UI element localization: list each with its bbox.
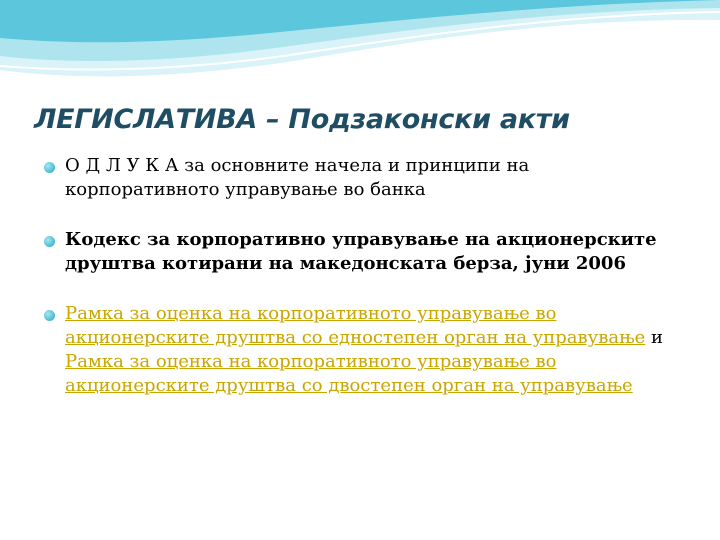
- bullet-text: Кодекс за корпоративно управување на акционерските друштва котирани на македонската берза, јуни 2006: [65, 229, 657, 274]
- one-tier-framework-link[interactable]: Рамка за оценка на корпоративното управување во акционерските друштва со едностепен орган на управување: [65, 303, 646, 348]
- bullet-list: [44, 154, 684, 398]
- bullet-dot-icon: [44, 162, 55, 173]
- bullet-dot-icon: [44, 310, 55, 321]
- link-joiner-text: и: [645, 327, 663, 348]
- slide-title: ЛЕГИСЛАТИВА – Подзаконски акти: [34, 104, 570, 135]
- list-item: [44, 228, 684, 276]
- bullet-text: О Д Л У К А за основните начела и принципи на корпоративното управување во банка: [65, 155, 530, 200]
- bullet-dot-icon: [44, 236, 55, 247]
- list-item: [44, 302, 684, 398]
- two-tier-framework-link[interactable]: Рамка за оценка на корпоративното управување во акционерските друштва со двостепен орган на управување: [65, 351, 633, 396]
- list-item: [44, 154, 684, 202]
- header-wave-decoration: [0, 0, 720, 90]
